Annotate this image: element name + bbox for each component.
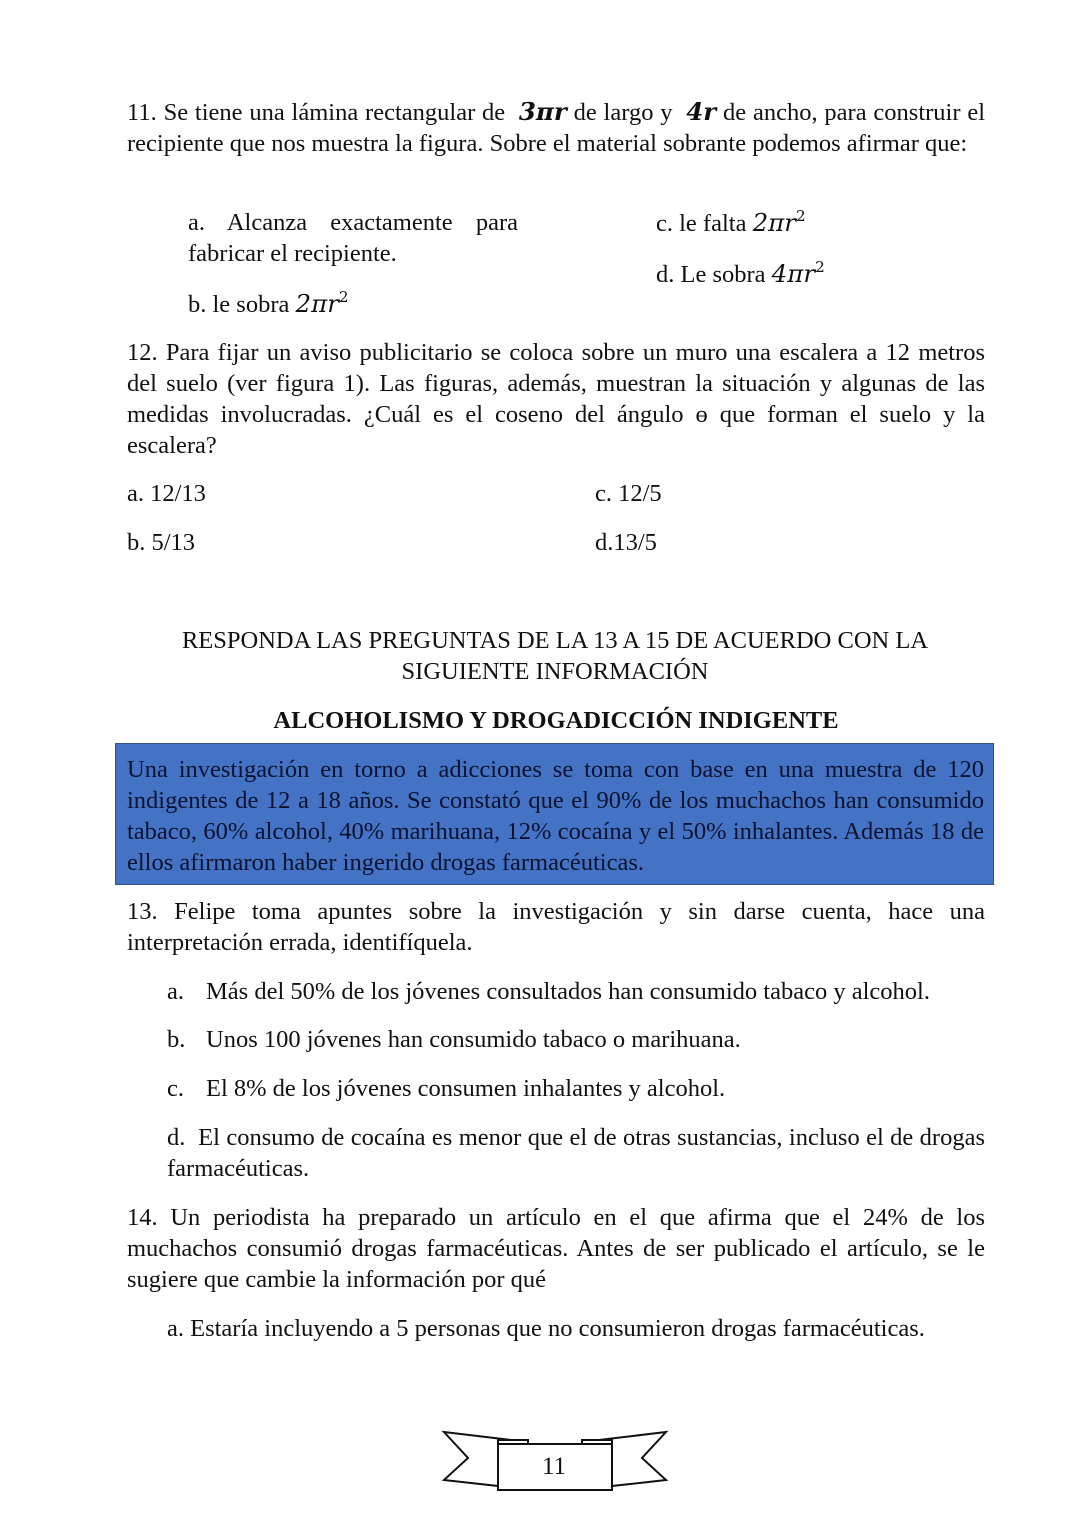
q11-option-d[interactable] <box>656 258 825 290</box>
q13-option-d[interactable] <box>167 1122 985 1184</box>
option-text: Estaría incluyendo a 5 personas que no consumieron drogas farmacéuticas. <box>190 1315 925 1342</box>
q12-option-c[interactable]: c. 12/5 <box>595 480 662 507</box>
info-text: Una investigación en torno a adicciones se toma con base en una muestra de 120 indigentes de 12 a 18 años. Se constató que el 90% de los muchachos han consumido tabaco, 60% alcohol, 40% marihuana, 12% cocaína y el 50% inhalantes. Además 18 de ellos afirmaron haber ingerido drogas farmacéuticas. <box>127 756 984 876</box>
section-title: ALCOHOLISMO Y DROGADICCIÓN INDIGENTE <box>273 707 839 734</box>
q11-width-math: 4r <box>686 97 717 126</box>
info-box <box>115 743 994 885</box>
option-text: Le sobra <box>680 261 766 288</box>
q12-option-d[interactable]: d.13/5 <box>595 529 657 556</box>
q11-option-a[interactable] <box>188 207 518 269</box>
option-label: c. <box>656 210 673 237</box>
option-exponent: 2 <box>815 258 825 277</box>
q11-option-b[interactable] <box>188 288 349 320</box>
option-text: Alcanza exactamente para fabricar el recipiente. <box>188 209 518 267</box>
option-label: a. <box>167 978 184 1005</box>
option-text: le sobra <box>212 291 290 318</box>
q11-number: 11. <box>127 99 157 126</box>
q14-option-a[interactable] <box>167 1313 985 1344</box>
option-label: b. <box>167 1026 186 1053</box>
option-label: b. <box>188 291 207 318</box>
option-label: a. <box>188 209 205 236</box>
q12-option-a[interactable]: a. 12/13 <box>127 480 206 507</box>
option-exponent: 2 <box>338 288 349 307</box>
option-text: El 8% de los jóvenes consumen inhalantes y alcohol. <box>206 1075 726 1102</box>
q11-text-3: de ancho, para construir el recipiente que nos muestra la figura. Sobre el material sobrante podemos afirmar que: <box>127 99 986 157</box>
option-label: d. <box>167 1124 186 1151</box>
option-math: 2πr <box>295 289 339 318</box>
option-text: le falta <box>679 210 747 237</box>
option-label: a. <box>167 1315 184 1342</box>
question-14: 14. Un periodista ha preparado un artículo en el que afirma que el 24% de los muchachos consumió drogas farmacéuticas. Antes de ser publicado el artículo, se le sugiere que cambie la información por qué <box>127 1204 985 1293</box>
q12-option-b[interactable]: b. 5/13 <box>127 529 196 556</box>
option-label: c. <box>167 1075 184 1102</box>
question-12: 12. Para fijar un aviso publicitario se coloca sobre un muro una escalera a 12 metros del suelo (ver figura 1). Las figuras, además, muestran la situación y algunas de las medidas involucradas. ¿Cuál es el coseno del ángulo ө que forman el suelo y la escalera? <box>127 339 985 459</box>
option-text: Unos 100 jóvenes han consumido tabaco o marihuana. <box>206 1026 741 1053</box>
section-instruction: RESPONDA LAS PREGUNTAS DE LA 13 A 15 DE ACUERDO CON LA SIGUIENTE INFORMACIÓN <box>181 627 929 685</box>
option-math: 2πr <box>752 208 796 237</box>
q11-text-2: de largo y <box>573 99 673 126</box>
option-text: El consumo de cocaína es menor que el de otras sustancias, incluso el de drogas farmacéuticas. <box>167 1124 985 1182</box>
q13-option-b[interactable] <box>167 1024 741 1055</box>
q11-text-1: Se tiene una lámina rectangular de <box>163 99 506 126</box>
option-text: Más del 50% de los jóvenes consultados han consumido tabaco y alcohol. <box>206 978 930 1005</box>
q11-option-c[interactable] <box>656 207 806 239</box>
q13-option-a[interactable] <box>167 976 930 1007</box>
question-11 <box>127 96 985 159</box>
q11-length-math: 3πr <box>518 97 567 126</box>
option-exponent: 2 <box>795 207 806 226</box>
option-math: 4πr <box>771 259 816 288</box>
page-number: 11 <box>541 1453 567 1480</box>
option-label: d. <box>656 261 675 288</box>
q13-option-c[interactable] <box>167 1073 725 1104</box>
question-13: 13. Felipe toma apuntes sobre la investigación y sin darse cuenta, hace una interpretación errada, identifíquela. <box>127 898 985 956</box>
